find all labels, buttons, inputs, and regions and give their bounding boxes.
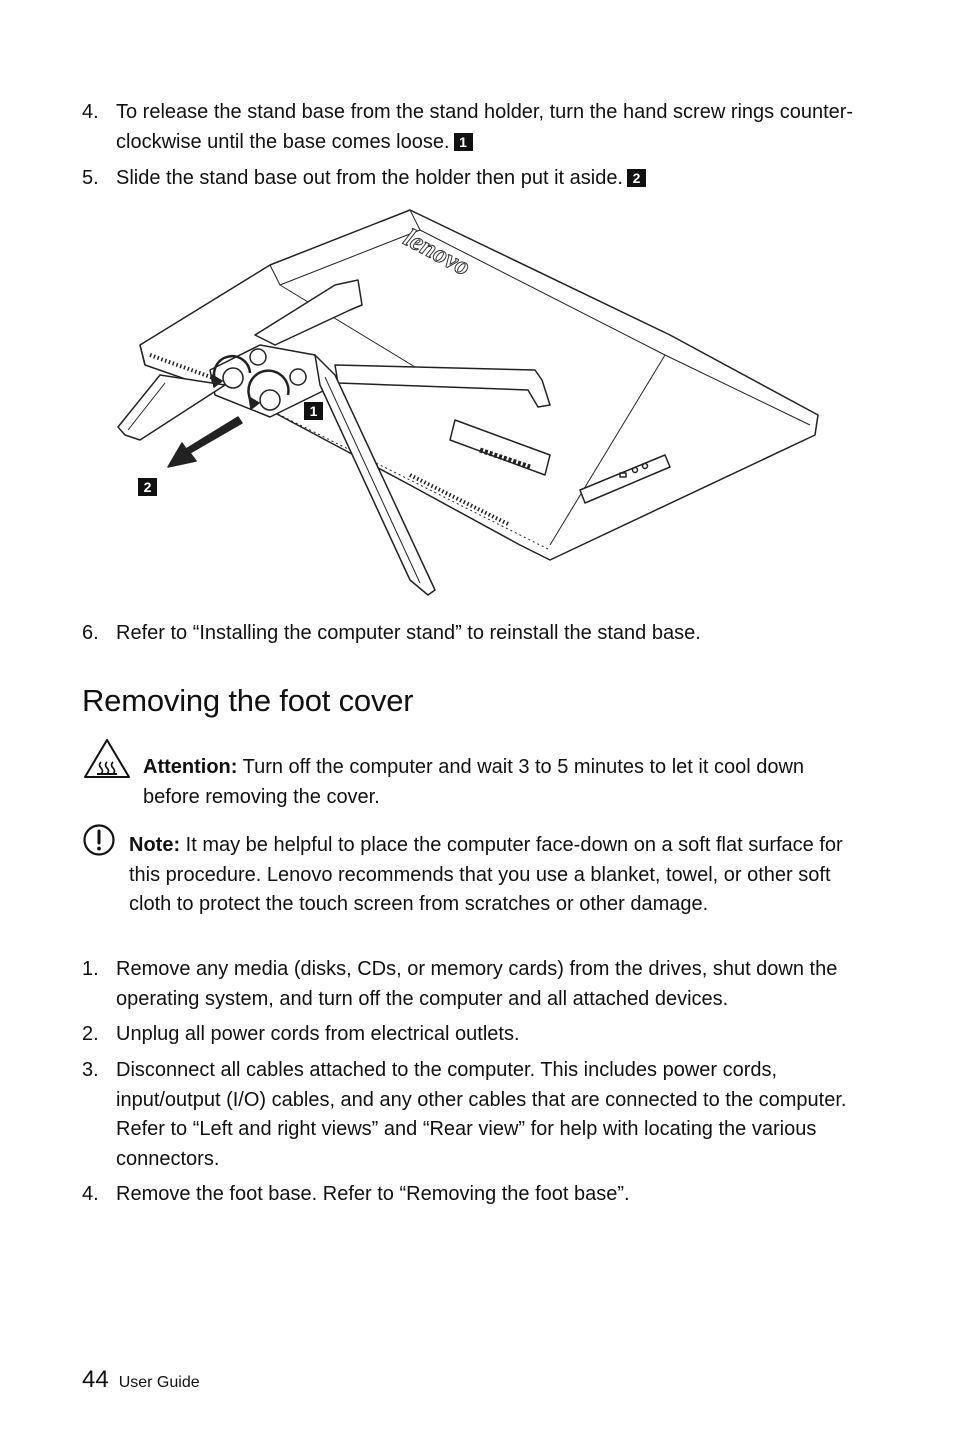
- step-number: 3.: [82, 1059, 99, 1081]
- page-footer: [82, 1366, 200, 1394]
- step-number: 5.: [82, 167, 99, 189]
- exclamation-note-icon: [82, 823, 116, 857]
- attention-text: Turn off the computer and wait 3 to 5 minutes to let it cool down before removing the cover.: [143, 756, 805, 808]
- section-title: Removing the foot cover: [82, 683, 414, 718]
- step-text: Slide the stand base out from the holder then put it aside. 2: [116, 164, 856, 194]
- step-text: Remove the foot base. Refer to “Removing the foot base”.: [116, 1183, 630, 1205]
- callout-badge: 2: [627, 169, 646, 187]
- callout-badge: 1: [454, 133, 473, 151]
- step-text: Remove any media (disks, CDs, or memory cards) from the drives, shut down the operating system, and turn off the computer and all attached devices.: [116, 958, 838, 1010]
- hot-surface-warning-icon: [82, 737, 132, 781]
- step-text: Unplug all power cords from electrical outlets.: [116, 1023, 520, 1045]
- page-number: 44: [82, 1366, 109, 1393]
- step-text: To release the stand base from the stand holder, turn the hand screw rings counter-clockwise until the base comes loose. 1: [116, 101, 854, 153]
- step-number: 1.: [82, 958, 99, 980]
- step-number: 2.: [82, 1023, 99, 1045]
- lenovo-logo-text: lenovo: [399, 222, 476, 282]
- note-label: Note:: [129, 834, 181, 856]
- step-number: 6.: [82, 622, 99, 644]
- figure-callout-2: 2: [138, 478, 157, 496]
- attention-label: Attention:: [143, 756, 238, 778]
- step-number: 4.: [82, 1183, 99, 1205]
- step-number: 4.: [82, 101, 99, 123]
- note-text: It may be helpful to place the computer face-down on a soft flat surface for this procedure. Lenovo recommends that you use a blanket, towel, or other soft cloth to protect the touch screen from scratches or other damage.: [129, 834, 843, 915]
- attention-notice: [143, 753, 833, 812]
- guide-label: User Guide: [118, 1374, 200, 1391]
- step-text: Disconnect all cables attached to the computer. This includes power cords, input/output (I/O) cables, and any other cables that are connected to the computer. Refer to “Left and right views” and “Rear view” for help with locating the various connectors.: [116, 1059, 847, 1170]
- step-text: Refer to “Installing the computer stand” to reinstall the stand base.: [116, 622, 701, 644]
- note-notice: [129, 831, 844, 920]
- stand-removal-illustration: [110, 205, 830, 605]
- figure-callout-1: 1: [304, 402, 323, 420]
